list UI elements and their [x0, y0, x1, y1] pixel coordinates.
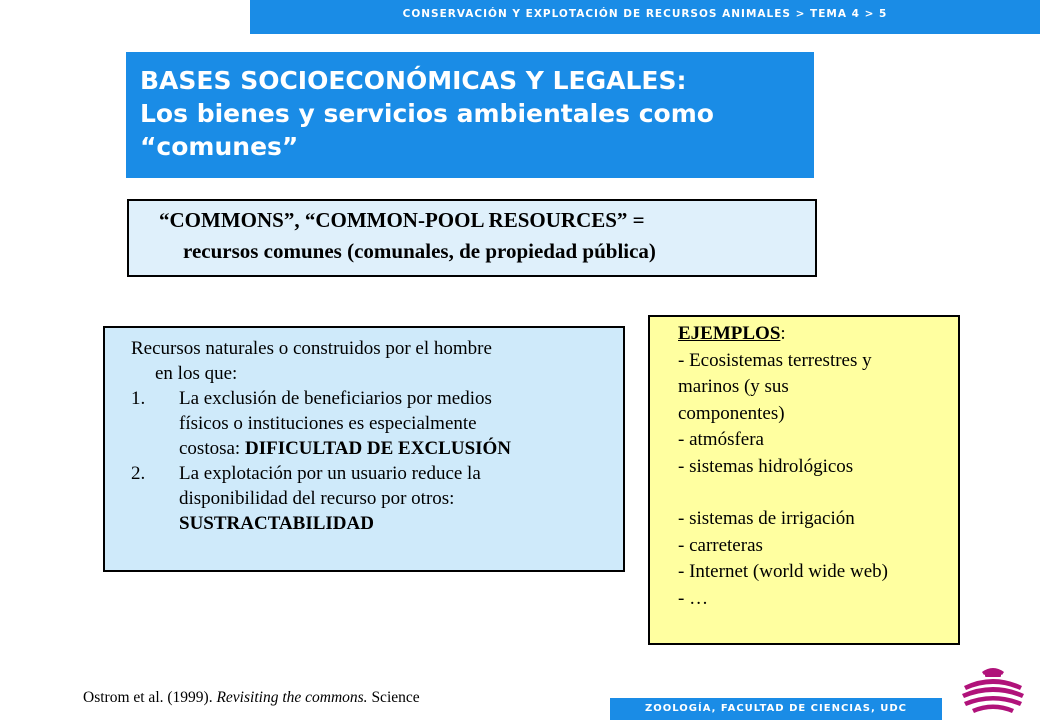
- item-number: 2.: [131, 463, 146, 484]
- examples-heading: EJEMPLOS:: [678, 323, 786, 344]
- example-line: - sistemas hidrológicos: [678, 455, 854, 477]
- example-gap: [678, 480, 952, 506]
- resource-definition-box: [103, 326, 625, 572]
- commons-line-1: “COMMONS”, “COMMON-POOL RESOURCES” =: [159, 208, 645, 232]
- example-line: - carreteras: [678, 534, 763, 556]
- item-line: disponibilidad del recurso por otros:: [179, 488, 455, 509]
- example-line: - sistemas de irrigación: [678, 508, 855, 529]
- item-line: costosa: DIFICULTAD DE EXCLUSIÓN: [179, 438, 512, 459]
- example-line: marinos (y sus: [678, 376, 789, 397]
- item-number: 1.: [131, 388, 146, 409]
- definition-item-1: [131, 386, 613, 461]
- example-line: - Internet (world wide web): [678, 561, 888, 582]
- examples-box: [648, 315, 960, 645]
- udc-logo-icon: [958, 662, 1028, 718]
- citation: Ostrom et al. (1999). Revisiting the commons. Science: [83, 689, 420, 706]
- item-line: La exclusión de beneficiarios por medios: [179, 388, 492, 409]
- title-line-1: BASES SOCIOECONÓMICAS Y LEGALES:: [140, 66, 687, 95]
- definition-intro-2: en los que:: [155, 363, 238, 384]
- commons-definition-box: [127, 199, 817, 277]
- definition-intro-1: Recursos naturales o construidos por el hombre: [131, 338, 492, 359]
- footer-institution: ZOOLOGÍA, FACULTAD DE CIENCIAS, UDC: [610, 698, 942, 720]
- title-line-2: Los bienes y servicios ambientales como: [140, 99, 714, 128]
- example-line: componentes): [678, 402, 785, 424]
- breadcrumb: CONSERVACIÓN Y EXPLOTACIÓN DE RECURSOS ANIMALES > TEMA 4 > 5: [250, 0, 1040, 34]
- example-line: - …: [678, 587, 709, 609]
- slide-title: [126, 52, 814, 178]
- title-line-3: “comunes”: [140, 132, 299, 161]
- exclusion-keyword: DIFICULTAD DE EXCLUSIÓN: [244, 438, 512, 459]
- item-line: La explotación por un usuario reduce la: [179, 463, 481, 484]
- commons-line-2: recursos comunes (comunales, de propiedad pública): [183, 239, 656, 263]
- item-line: físicos o instituciones es especialmente: [179, 413, 477, 434]
- subtractability-keyword: SUSTRACTABILIDAD: [179, 513, 374, 534]
- definition-item-2: [131, 461, 613, 536]
- example-line: - atmósfera: [678, 429, 764, 450]
- example-line: - Ecosistemas terrestres y: [678, 349, 872, 371]
